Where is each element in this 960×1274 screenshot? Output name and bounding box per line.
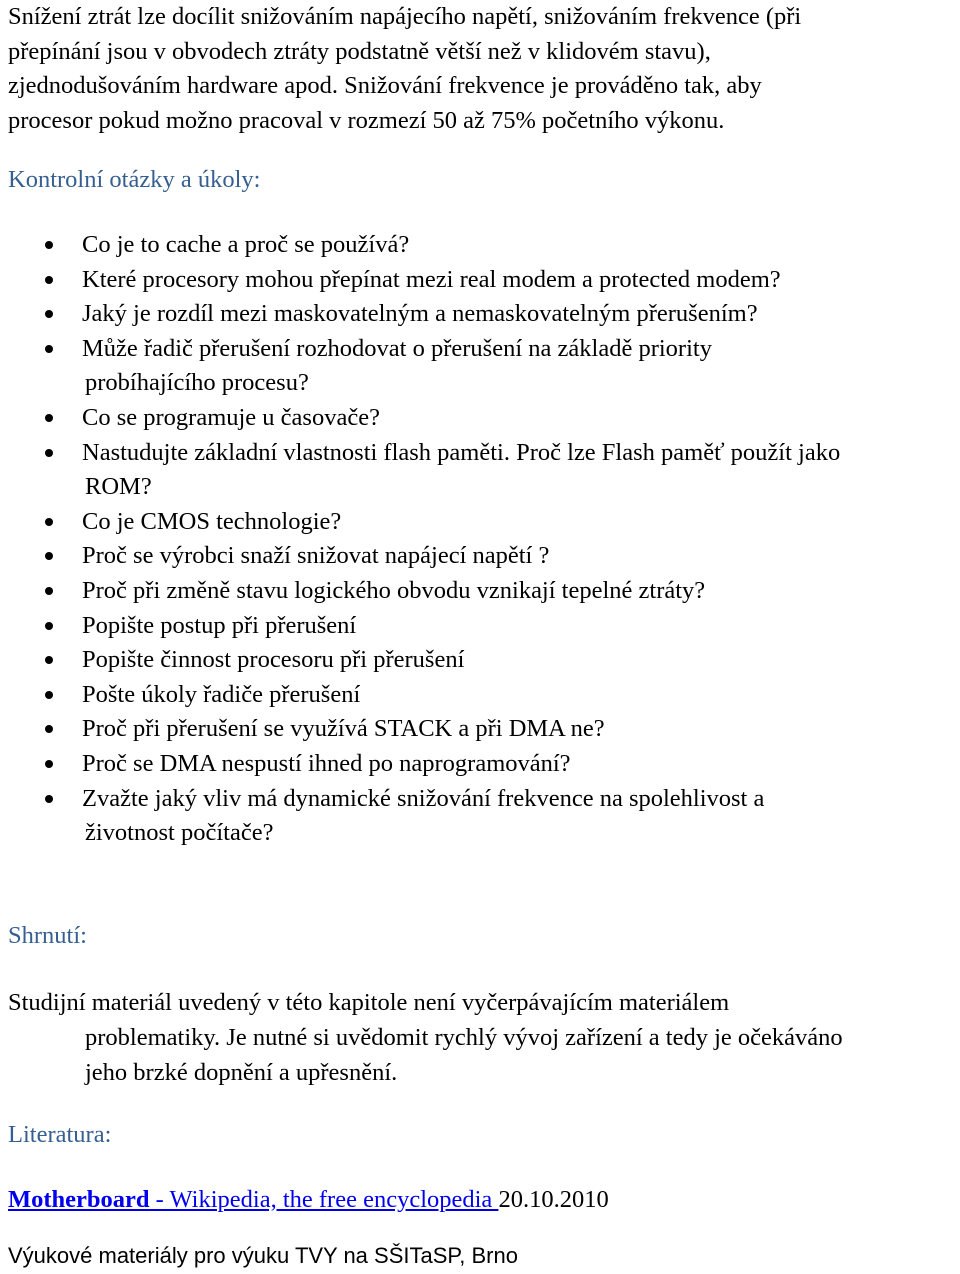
question-text-continuation: životnost počítače? (85, 819, 274, 847)
question-item (0, 643, 960, 678)
bullet-icon (45, 587, 53, 595)
wikipedia-motherboard-link[interactable] (8, 1186, 498, 1213)
bullet-icon (45, 760, 53, 768)
question-text-continuation: probíhajícího procesu? (85, 369, 309, 397)
heading-kontrolni-otazky: Kontrolní otázky a úkoly: (8, 166, 261, 193)
literature-reference (8, 1183, 609, 1217)
bullet-icon (45, 725, 53, 733)
summary-line: Studijní materiál uvedený v této kapitole není vyčerpávajícím materiálem (8, 989, 730, 1016)
bullet-icon (45, 276, 53, 284)
question-text: Proč při změně stavu logického obvodu vznikají tepelné ztráty? (82, 576, 706, 604)
heading-literatura: Literatura: (8, 1121, 112, 1148)
link-rest-text: - Wikipedia, the free encyclopedia (149, 1186, 499, 1213)
question-text: Proč se DMA nespustí ihned po naprogramování? (82, 749, 571, 777)
question-text: Nastudujte základní vlastnosti flash paměti. Proč lze Flash paměť použít jako (82, 438, 841, 466)
question-text: Co se programuje u časovače? (82, 403, 380, 431)
bullet-icon (45, 622, 53, 630)
question-item (0, 436, 960, 505)
question-item (0, 574, 960, 609)
question-text: Jaký je rozdíl mezi maskovatelným a nemaskovatelným přerušením? (82, 300, 758, 328)
intro-line: procesor pokud možno pracoval v rozmezí 50 až 75% početního výkonu. (8, 106, 725, 134)
question-text: Co je CMOS technologie? (82, 507, 342, 535)
intro-line: zjednodušováním hardware apod. Snižování frekvence je prováděno tak, aby (8, 72, 762, 99)
question-text: Pošte úkoly řadiče přerušení (82, 680, 361, 708)
question-text: Proč při přerušení se využívá STACK a při DMA ne? (82, 715, 605, 743)
question-item (0, 401, 960, 436)
question-item (0, 678, 960, 713)
question-text: Které procesory mohou přepínat mezi real modem a protected modem? (82, 265, 781, 293)
bullet-icon (45, 518, 53, 526)
question-text: Popište činnost procesoru při přerušení (82, 646, 465, 674)
question-item (0, 712, 960, 747)
question-item (0, 263, 960, 298)
summary-paragraph (8, 985, 960, 1090)
footer-text: Výukové materiály pro výuku TVY na SŠITaSP, Brno (8, 1243, 518, 1268)
questions-list (0, 228, 960, 851)
bullet-icon (45, 241, 53, 249)
question-item (0, 782, 960, 851)
question-item (0, 747, 960, 782)
bullet-icon (45, 552, 53, 560)
reference-date: 20.10.2010 (498, 1186, 609, 1213)
bullet-icon (45, 414, 53, 422)
question-text: Popište postup při přerušení (82, 611, 357, 639)
question-item (0, 505, 960, 540)
intro-line: přepínání jsou v obvodech ztráty podstatně větší než v klidovém stavu), (8, 37, 711, 65)
bullet-icon (45, 795, 53, 803)
heading-shrnuti: Shrnutí: (8, 922, 87, 949)
link-bold-text: Motherboard (8, 1186, 150, 1213)
bullet-icon (45, 310, 53, 318)
bullet-icon (45, 449, 53, 457)
question-text-continuation: ROM? (85, 473, 152, 501)
summary-line: problematiky. Je nutné si uvědomit rychlý vývoj zařízení a tedy je očekáváno (85, 1024, 843, 1051)
bullet-icon (45, 691, 53, 699)
question-item (0, 332, 960, 401)
question-text: Co je to cache a proč se používá? (82, 231, 410, 258)
question-text: Proč se výrobci snaží snižovat napájecí napětí ? (82, 542, 550, 570)
bullet-icon (45, 345, 53, 353)
summary-line: jeho brzké dopnění a upřesnění. (85, 1059, 398, 1086)
question-item (0, 539, 960, 574)
question-item (0, 297, 960, 332)
question-text: Může řadič přerušení rozhodovat o přerušení na základě priority (82, 334, 712, 362)
intro-paragraph (8, 0, 958, 138)
question-text: Zvažte jaký vliv má dynamické snižování frekvence na spolehlivost a (82, 784, 765, 812)
question-item (0, 609, 960, 644)
intro-line: Snížení ztrát lze docílit snižováním napájecího napětí, snižováním frekvence (při (8, 3, 802, 30)
question-item (0, 228, 960, 263)
bullet-icon (45, 656, 53, 664)
